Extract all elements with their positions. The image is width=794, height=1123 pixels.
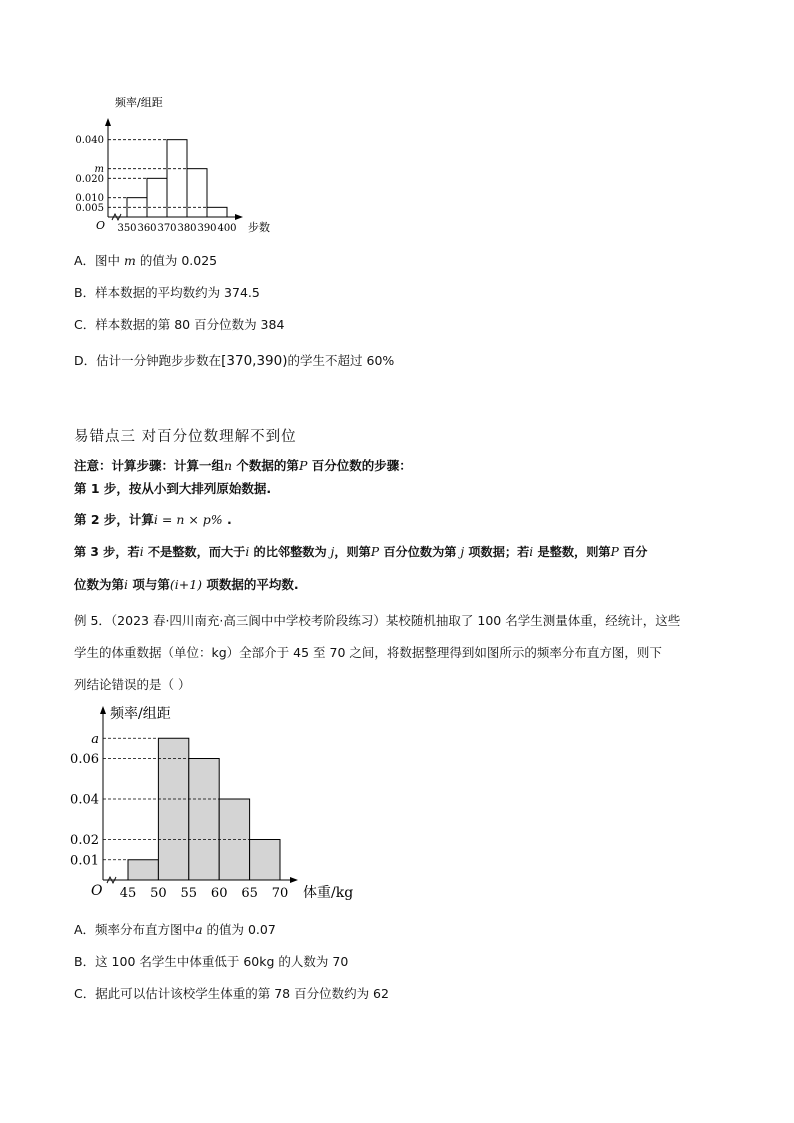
x-tick-label: 390 (197, 223, 217, 234)
note-line: 注意：计算步骤：计算一组n 个数据的第P 百分位数的步骤： (74, 458, 412, 473)
y-tick-label: a (91, 731, 99, 747)
x-axis-arrow (235, 214, 243, 220)
histogram-bar (158, 738, 188, 880)
y-tick-label: m (94, 164, 104, 176)
x-tick-label: 360 (137, 223, 157, 234)
y-tick-label: 0.01 (70, 853, 99, 869)
example5-option-c[interactable]: C．据此可以估计该校学生体重的第 78 百分位数约为 62 (74, 986, 389, 1001)
weight-histogram (70, 703, 370, 908)
example5-option-a[interactable]: A．频率分布直方图中a 的值为 0.07 (74, 922, 276, 937)
histogram-bar (128, 860, 158, 880)
histogram-bar (250, 840, 280, 881)
y-axis-title: 频率/组距 (110, 706, 171, 722)
origin-label: O (96, 219, 106, 232)
example5-line2: 学生的体重数据（单位：kg）全部介于 45 至 70 之间，将数据整理得到如图所示的频率分布直方图，则下 (74, 645, 662, 660)
y-axis-arrow (105, 118, 111, 126)
x-tick-label: 400 (217, 223, 237, 234)
y-axis-arrow (100, 706, 106, 714)
step-1: 第 1 步，按从小到大排列原始数据. (74, 481, 272, 496)
y-axis-title: 频率/组距 (115, 96, 163, 109)
axis-break (112, 214, 121, 220)
option-b[interactable]: B．样本数据的平均数约为 374.5 (74, 285, 260, 300)
y-tick-label: 0.06 (70, 752, 99, 768)
example5-option-b[interactable]: B．这 100 名学生中体重低于 60kg 的人数为 70 (74, 954, 349, 969)
y-tick-label: 0.020 (75, 173, 104, 185)
y-tick-label: 0.005 (75, 202, 104, 214)
steps-histogram (70, 95, 280, 240)
x-axis-title: 步数 (248, 221, 270, 234)
x-tick-label: 50 (150, 886, 167, 901)
histogram-bar (147, 178, 167, 217)
y-tick-label: 0.02 (70, 833, 99, 849)
step-2: 第 2 步，计算i = n × p% . (74, 512, 232, 527)
example5-line3: 列结论错误的是（ ） (74, 677, 191, 692)
option-c[interactable]: C．样本数据的第 80 百分位数为 384 (74, 317, 285, 332)
x-tick-label: 55 (180, 886, 198, 901)
section-title: 易错点三 对百分位数理解不到位 (74, 429, 297, 445)
y-tick-label: 0.010 (75, 193, 104, 205)
histogram-bar (207, 207, 227, 217)
x-tick-label: 60 (210, 886, 228, 901)
x-tick-label: 65 (241, 886, 258, 901)
step-3-line2: 位数为第i 项与第(i+1) 项数据的平均数. (74, 577, 299, 592)
y-tick-label: 0.040 (75, 135, 104, 147)
x-tick-label: 370 (157, 223, 177, 234)
histogram-bar (167, 140, 187, 217)
option-d[interactable]: D．估计一分钟跑步步数在[370,390)的学生不超过 60% (74, 353, 395, 369)
x-tick-label: 350 (117, 223, 137, 234)
step-3-line1: 第 3 步，若i 不是整数，而大于i 的比邻整数为 j，则第P 百分位数为第 j 项数据；若i 是整数，则第P 百分 (74, 545, 648, 559)
x-tick-label: 380 (177, 223, 197, 234)
x-tick-label: 70 (271, 886, 289, 901)
y-tick-label: 0.04 (70, 792, 99, 808)
x-axis-title: 体重/kg (303, 885, 354, 901)
example5-line1: 例 5．（2023 春·四川南充·高三阆中中学校考阶段练习）某校随机抽取了 100 名学生测量体重，经统计，这些 (74, 613, 681, 628)
option-a[interactable]: A．图中 m 的值为 0.025 (74, 253, 218, 268)
histogram-bar (189, 759, 219, 881)
x-axis-arrow (290, 877, 298, 883)
axis-break (107, 877, 116, 883)
origin-label: O (91, 883, 103, 899)
histogram-bar (187, 169, 207, 217)
x-tick-label: 45 (119, 886, 137, 901)
